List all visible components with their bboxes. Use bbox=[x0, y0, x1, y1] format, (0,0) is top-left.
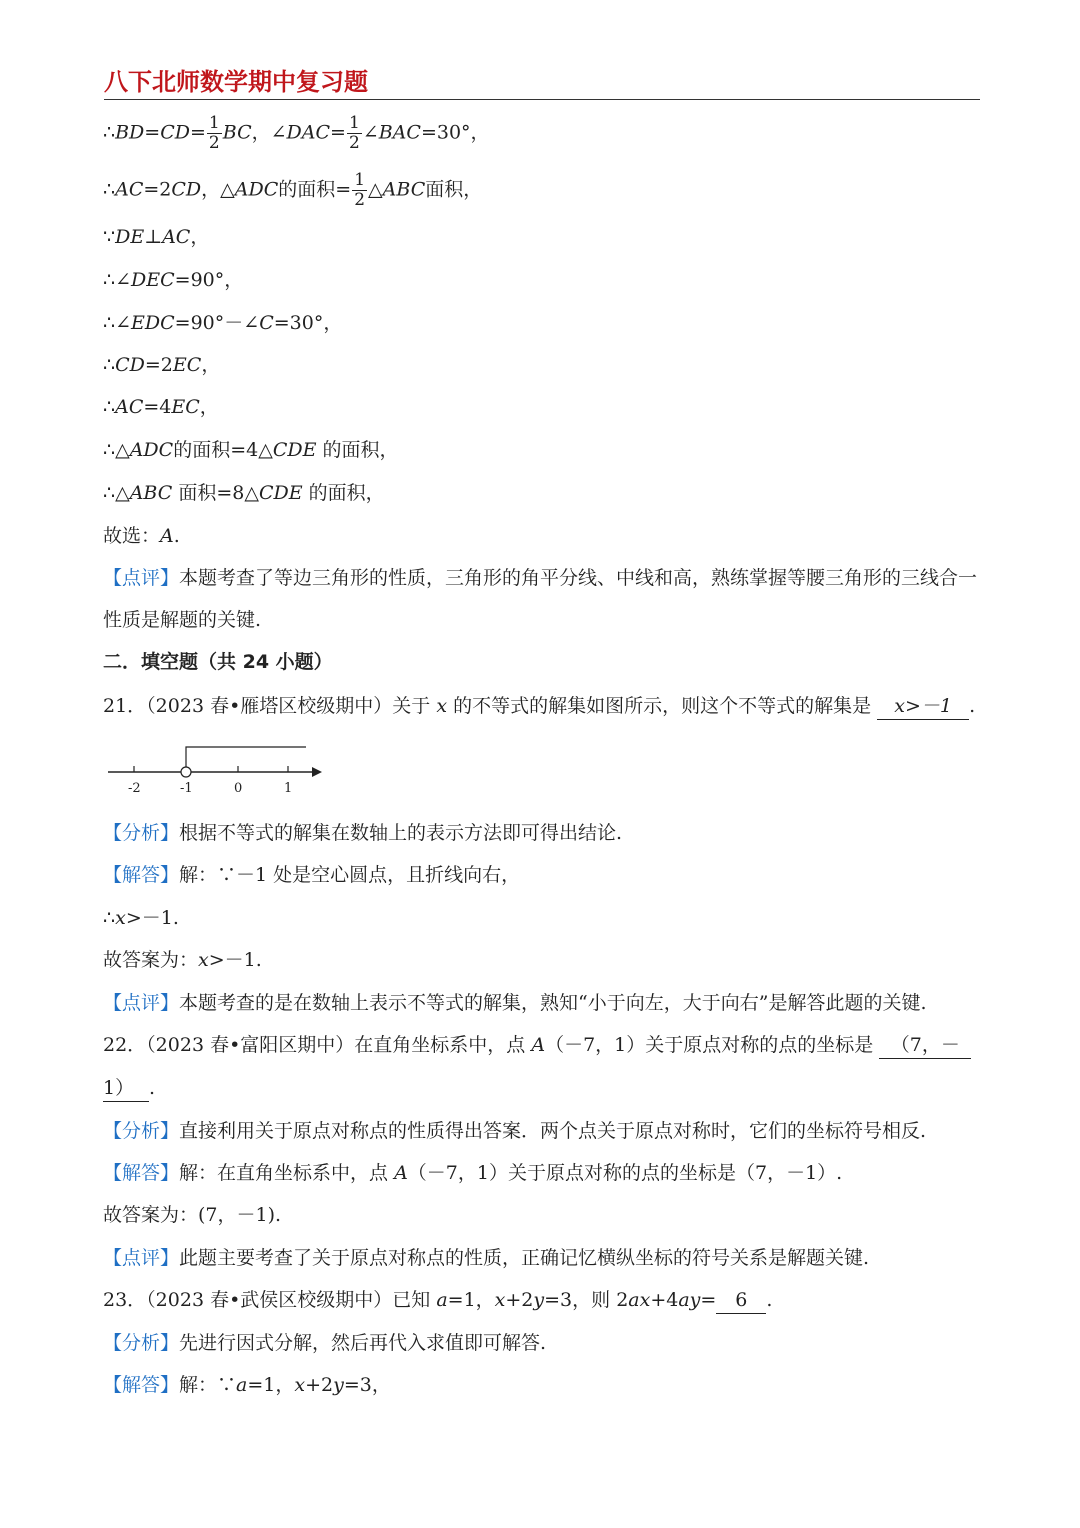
comment-line: 【点评】本题考查了等边三角形的性质，三角形的角平分线、中线和高，熟练掌握等腰三角形的三线合一 bbox=[103, 567, 978, 589]
q21-solution-step: ∴x>－1. bbox=[103, 907, 179, 929]
solution-tag: 【解答】 bbox=[103, 1162, 180, 1184]
comment-line-cont: 性质是解题的关键. bbox=[103, 609, 262, 631]
fraction: $\frac{1}{2}$ bbox=[348, 113, 360, 153]
question-22-cont: 1） . bbox=[103, 1075, 155, 1102]
solution-line-7: ∴AC=4EC， bbox=[103, 396, 219, 418]
q21-analysis: 【分析】根据不等式的解集在数轴上的表示方法即可得出结论. bbox=[103, 822, 623, 844]
solution-line-9: ∴△ABC 面积=8△CDE 的面积， bbox=[103, 482, 385, 504]
analysis-tag: 【分析】 bbox=[103, 1120, 180, 1142]
page-header-title: 八下北师数学期中复习题 bbox=[104, 68, 368, 96]
solution-line-10: 故选：A. bbox=[103, 525, 180, 547]
solution-line-1: ∴BD=CD= $\frac{1}{2}$ BC，∠DAC= $\frac{1}{2}$ ∠BAC=30°， bbox=[103, 113, 490, 153]
fraction: $\frac{1}{2}$ bbox=[208, 113, 220, 153]
number-line-figure bbox=[104, 738, 334, 798]
answer-blank: （7，－ bbox=[879, 1032, 971, 1059]
solution-line-3: ∵DE⊥AC， bbox=[103, 226, 210, 248]
solution-line-8: ∴△ADC的面积=4△CDE 的面积， bbox=[103, 439, 399, 461]
question-22: 22．（2023 春•富阳区期中）在直角坐标系中，点 A（－7，1）关于原点对称的点的坐标是 （7，－ bbox=[103, 1032, 971, 1059]
solution-line-6: ∴CD=2EC， bbox=[103, 354, 221, 376]
comment-tag: 【点评】 bbox=[103, 1247, 180, 1269]
q22-final-answer: 故答案为：(7，－1). bbox=[103, 1204, 282, 1226]
tick-label: -2 bbox=[128, 781, 141, 796]
q22-solution: 【解答】解：在直角坐标系中，点 A（－7，1）关于原点对称的点的坐标是（7，－1）. bbox=[103, 1162, 843, 1184]
comment-tag: 【点评】 bbox=[103, 992, 180, 1014]
solution-line-5: ∴∠EDC=90°－∠C=30°， bbox=[103, 312, 343, 334]
q23-analysis: 【分析】先进行因式分解，然后再代入求值即可解答. bbox=[103, 1332, 547, 1354]
solution-tag: 【解答】 bbox=[103, 864, 180, 886]
header-rule bbox=[104, 99, 980, 100]
q22-analysis: 【分析】直接利用关于原点对称点的性质得出答案．两个点关于原点对称时，它们的坐标符号相反. bbox=[103, 1120, 927, 1142]
analysis-tag: 【分析】 bbox=[103, 822, 180, 844]
q22-comment: 【点评】此题主要考查了关于原点对称点的性质，正确记忆横纵坐标的符号关系是解题关键. bbox=[103, 1247, 870, 1269]
q21-solution: 【解答】解：∵－1 处是空心圆点，且折线向右， bbox=[103, 864, 521, 886]
answer-blank: 1） bbox=[103, 1075, 149, 1102]
solution-line-4: ∴∠DEC=90°， bbox=[103, 269, 244, 291]
analysis-tag: 【分析】 bbox=[103, 1332, 180, 1354]
q21-comment: 【点评】本题考查的是在数轴上表示不等式的解集，熟知“小于向左，大于向右”是解答此题的关键. bbox=[103, 992, 927, 1014]
question-23: 23．（2023 春•武侯区校级期中）已知 a=1，x+2y=3，则 2ax+4ay= 6 . bbox=[103, 1287, 772, 1314]
answer-blank: 6 bbox=[716, 1287, 766, 1314]
comment-tag: 【点评】 bbox=[103, 567, 180, 589]
question-21: 21．（2023 春•雁塔区校级期中）关于 x 的不等式的解集如图所示，则这个不等式的解集是 x>－1 . bbox=[103, 693, 975, 720]
solution-tag: 【解答】 bbox=[103, 1374, 180, 1396]
tick-label: -1 bbox=[180, 781, 193, 796]
number-line-arrow-icon bbox=[312, 767, 322, 777]
solution-line-2: ∴AC=2CD，△ADC的面积= $\frac{1}{2}$ △ABC面积， bbox=[103, 170, 483, 210]
tick-label: 1 bbox=[284, 781, 293, 796]
section-heading: 二．填空题（共 24 小题） bbox=[103, 651, 333, 673]
fraction: $\frac{1}{2}$ bbox=[354, 170, 366, 210]
open-circle-icon bbox=[181, 767, 191, 777]
tick-label: 0 bbox=[234, 781, 243, 796]
q23-solution: 【解答】解：∵a=1，x+2y=3， bbox=[103, 1374, 391, 1396]
answer-blank: x>－1 bbox=[877, 693, 969, 720]
q21-final-answer: 故答案为：x>－1. bbox=[103, 949, 262, 971]
